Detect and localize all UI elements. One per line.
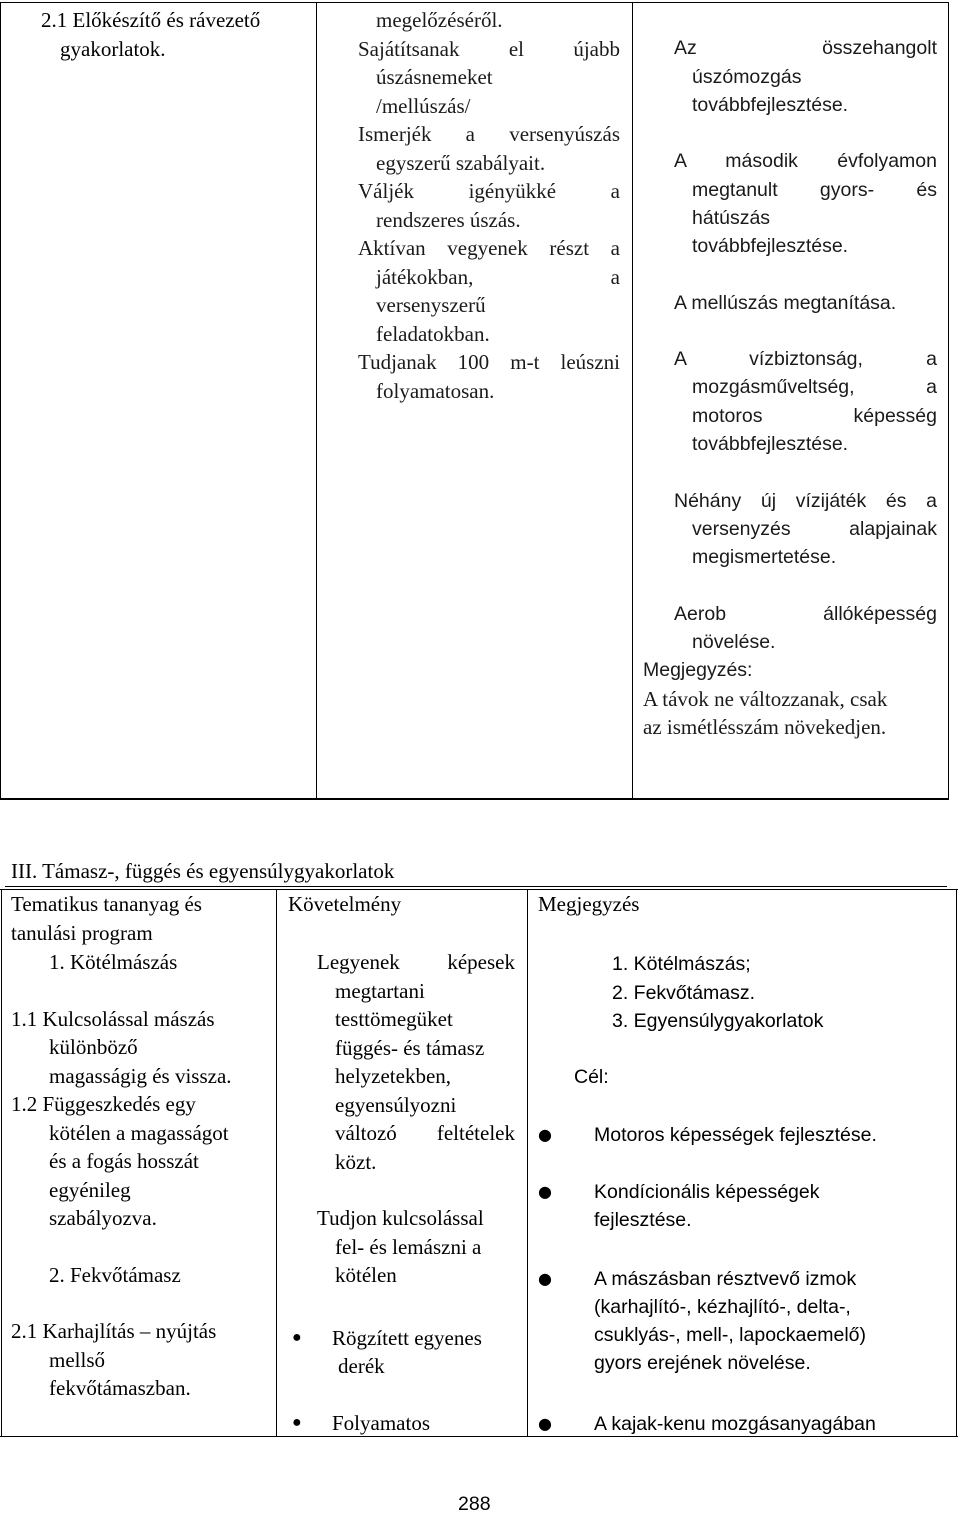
bottom-table: [0, 887, 960, 1442]
goal-bullet-line: fejlesztése.: [594, 1209, 692, 1231]
header-topic: [11, 890, 202, 947]
req-line: versenyszerű: [376, 293, 486, 317]
goal-bullet-line: A mászásban résztvevő izmok: [594, 1268, 857, 1290]
bottom-border: [0, 798, 949, 800]
req-line: testtömegüket: [335, 1007, 453, 1031]
topic-line-1: 2.1 Előkészítő és rávezető: [41, 8, 261, 32]
note-line: úszómozgás: [692, 65, 802, 88]
remark-block: [643, 656, 943, 742]
goal-bullet-line: Motoros képességek fejlesztése.: [594, 1124, 877, 1146]
req-line: megelőzéséről.: [376, 8, 503, 32]
right-border: [956, 889, 957, 1437]
req-line: kötélen: [335, 1263, 397, 1287]
req-line: úszásnemeket: [376, 65, 493, 89]
header-requirement: Követelmény: [288, 892, 402, 916]
bullet-icon: ●: [538, 1414, 552, 1433]
program-item: 2. Fekvőtámasz: [49, 1262, 181, 1287]
note-line: továbbfejlesztése.: [692, 235, 849, 257]
note-line: Aerob állóképesség: [674, 603, 937, 625]
goal-bullet-line: (karhajlító-, kézhajlító-, delta-,: [594, 1296, 851, 1318]
bullet-icon: ●: [538, 1269, 552, 1288]
req-line: változó feltételek: [335, 1121, 515, 1145]
note-line: A mellúszás megtanítása.: [674, 292, 897, 314]
req-line: helyzetekben,: [335, 1064, 452, 1088]
top-border: [0, 2, 949, 3]
req-line: Ismerjék a versenyúszás: [358, 122, 620, 146]
header-topic-line1: Tematikus tananyag és: [11, 892, 202, 916]
req-line: folyamatosan.: [376, 378, 495, 403]
program-item: egyénileg: [49, 1177, 131, 1202]
page-number: 288: [458, 1493, 491, 1515]
req-bullet-line: Folyamatos: [332, 1411, 430, 1435]
req-line: egyszerű szabályait.: [376, 150, 546, 175]
goal-bullet-line: csuklyás-, mell-, lapockaemelő): [594, 1324, 867, 1346]
section-title: III. Támasz-, függés és egyensúlygyakorlatok: [11, 859, 395, 883]
col-divider-2: [632, 2, 633, 799]
note-line: növelése.: [692, 631, 776, 653]
program-item: magasságig és vissza.: [49, 1063, 232, 1088]
bullet-icon: ●: [292, 1414, 302, 1431]
req-line: Váljék igényükké a: [358, 179, 620, 203]
left-border: [1, 889, 2, 1437]
requirements-cell: [358, 6, 620, 405]
bullet-icon: ●: [538, 1182, 552, 1201]
note-line: versenyzés alapjainak: [692, 518, 937, 540]
req-line: egyensúlyozni: [335, 1092, 457, 1117]
program-cell: [11, 948, 273, 1403]
remark-label: Megjegyzés:: [643, 659, 753, 681]
col-divider-1: [316, 2, 317, 799]
goal-label: Cél:: [574, 1066, 609, 1088]
note-line: megismertetése.: [692, 546, 837, 568]
req-line: Tudjanak 100 m-t leúszni: [358, 350, 620, 374]
program-item: különböző: [49, 1035, 138, 1059]
program-item: mellső: [49, 1347, 105, 1372]
goal-bullet-line: Kondícionális képességek: [594, 1181, 820, 1203]
requirement-cell: [317, 948, 515, 1290]
note-line: megtanult gyors- és: [692, 179, 937, 201]
req-bullet-line: derék: [338, 1354, 385, 1378]
topic-line-2: gyakorlatok.: [60, 36, 166, 61]
remark-list: [612, 950, 823, 1036]
col-divider-2: [527, 889, 528, 1437]
note-line: motoros képesség: [692, 405, 937, 427]
req-line: Tudjon kulcsolással: [317, 1206, 484, 1230]
remark-line: A távok ne változzanak, csak: [643, 686, 888, 711]
bullet-icon: ●: [538, 1125, 552, 1144]
req-line: feladatokban.: [376, 321, 490, 346]
req-line: közt.: [335, 1149, 377, 1174]
program-item: 1.1 Kulcsolással mászás: [11, 1006, 215, 1031]
req-line: Legyenek képesek: [317, 950, 515, 974]
req-line: Sajátítsanak el újabb: [358, 36, 620, 61]
req-line: függés- és támasz: [335, 1035, 485, 1060]
remark-line: az ismétlésszám növekedjen.: [643, 715, 887, 739]
req-line: Aktívan vegyenek részt a: [358, 236, 620, 260]
goal-bullet-line: A kajak-kenu mozgásanyagában: [594, 1413, 876, 1435]
program-item: szabályozva.: [49, 1206, 157, 1230]
note-line: továbbfejlesztése.: [692, 94, 849, 116]
req-line: megtartani: [335, 978, 425, 1003]
remark-list-item: 3. Egyensúlygyakorlatok: [612, 1010, 824, 1032]
topic-cell: [41, 6, 311, 63]
right-border: [948, 2, 949, 799]
remark-list-item: 2. Fekvőtámasz.: [612, 981, 756, 1004]
goal-bullet-line: gyors erejének növelése.: [594, 1352, 811, 1374]
program-item: kötélen a magasságot: [49, 1120, 229, 1145]
req-line: játékokban, a: [376, 264, 620, 289]
note-line: Az összehangolt: [674, 37, 937, 59]
req-line: fel- és lemászni a: [335, 1234, 482, 1259]
program-item: fekvőtámaszban.: [49, 1376, 191, 1400]
program-item: és a fogás hosszát: [49, 1149, 199, 1173]
col-divider-1: [276, 889, 277, 1437]
req-line: /mellúszás/: [376, 93, 471, 118]
note-line: mozgásműveltség, a: [692, 376, 937, 398]
program-item: 1.2 Függeszkedés egy: [11, 1092, 196, 1116]
header-remark: Megjegyzés: [538, 892, 640, 916]
note-line: hátúszás: [692, 207, 771, 229]
program-item: 1. Kötélmászás: [49, 950, 178, 974]
req-bullet-line: Rögzített egyenes: [332, 1326, 482, 1350]
note-line: A vízbiztonság, a: [674, 348, 937, 370]
remark-list-item: 1. Kötélmászás;: [612, 953, 751, 975]
header-topic-line2: tanulási program: [11, 920, 153, 945]
notes-cell: [674, 34, 937, 653]
req-line: rendszeres úszás.: [376, 207, 521, 232]
program-item: 2.1 Karhajlítás – nyújtás: [11, 1319, 217, 1343]
note-line: továbbfejlesztése.: [692, 433, 849, 455]
note-line: A második évfolyamon: [674, 150, 937, 172]
note-line: Néhány új vízijáték és a: [674, 490, 937, 512]
left-border: [0, 2, 1, 799]
bullet-icon: ●: [292, 1329, 302, 1346]
